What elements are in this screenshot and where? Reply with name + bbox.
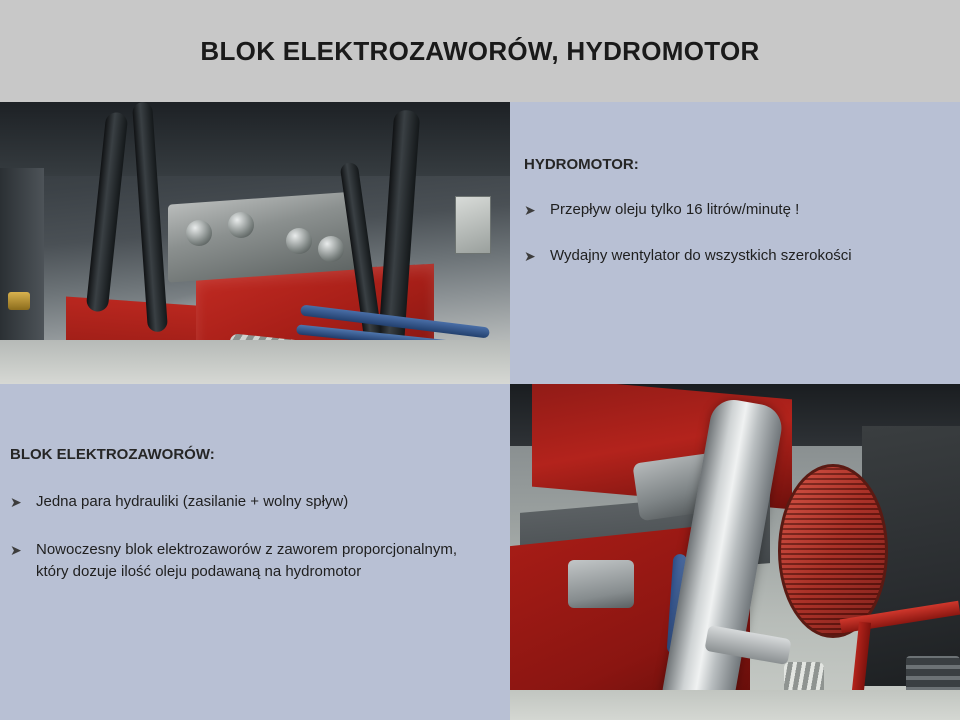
list-item	[524, 199, 936, 221]
list-item-label: Jedna para hydrauliki (zasilanie + wolny spływ)	[36, 493, 349, 510]
image-valve-block-engine-bay	[0, 102, 510, 384]
image-hydromotor-fan	[510, 384, 960, 720]
list-item-label: Przepływ oleju tylko 16 litrów/minutę !	[550, 201, 800, 218]
photo-shape	[8, 292, 30, 310]
list-item-label: Wydajny wentylator do wszystkich szerokości	[550, 247, 852, 264]
arrow-bullet-icon: ➤	[524, 248, 536, 264]
photo-shape	[228, 212, 254, 238]
arrow-bullet-icon: ➤	[10, 542, 22, 558]
photo-shape	[778, 464, 888, 638]
list-item	[10, 539, 482, 583]
photo-shape	[0, 340, 510, 384]
valve-block-text-panel	[0, 384, 510, 720]
photo-shape	[318, 236, 344, 262]
arrow-bullet-icon: ➤	[524, 202, 536, 218]
photo-shape	[286, 228, 312, 254]
hydromotor-text-panel	[510, 102, 960, 384]
arrow-bullet-icon: ➤	[10, 494, 22, 510]
photo-shape	[510, 690, 960, 720]
list-item-label: Nowoczesny blok elektrozaworów z zaworem proporcjonalnym, który dozuje ilość oleju podawaną na hydromotor	[36, 541, 458, 580]
photo-shape	[186, 220, 212, 246]
photo-shape	[568, 560, 634, 608]
photo-shape	[0, 102, 510, 176]
hydromotor-heading: HYDROMOTOR:	[524, 156, 639, 173]
page-title: BLOK ELEKTROZAWORÓW, HYDROMOTOR	[200, 35, 760, 66]
valve-block-heading: BLOK ELEKTROZAWORÓW:	[10, 446, 215, 463]
list-item	[10, 491, 482, 513]
list-item	[524, 245, 936, 267]
photo-shape	[455, 196, 491, 254]
photo-backdrop	[510, 384, 960, 720]
photo-backdrop	[0, 102, 510, 384]
slide-header	[0, 0, 960, 102]
